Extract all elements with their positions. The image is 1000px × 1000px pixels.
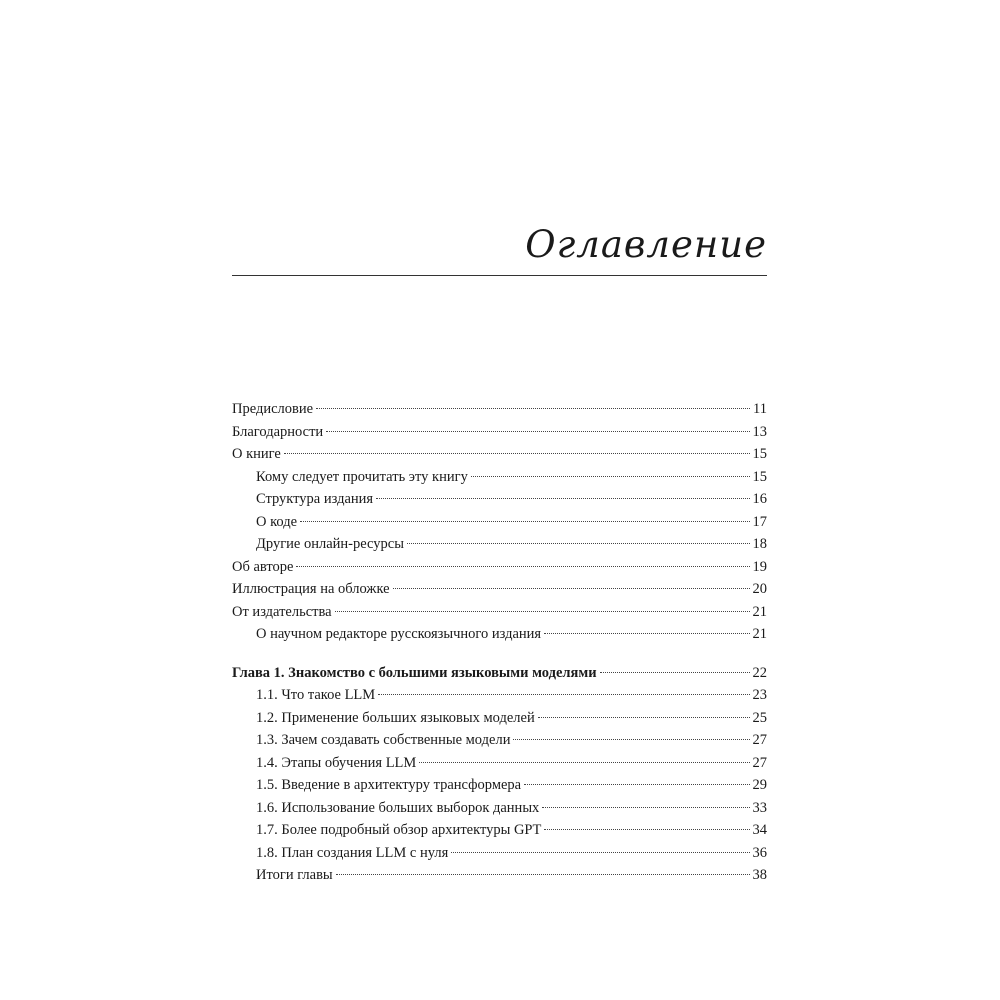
toc-entry-section-1-5[interactable] [232,774,767,797]
toc-entry-scientific-editor[interactable] [232,623,767,646]
dot-leader [284,453,750,454]
dot-leader [419,762,749,763]
toc-entry-page: 15 [752,446,767,462]
toc-entry-section-1-1[interactable] [232,684,767,707]
dot-leader [393,588,750,589]
toc-entry-section-1-6[interactable] [232,797,767,820]
toc-entry-page: 11 [753,401,767,417]
toc-entry-label: 1.6. Использование больших выборок данных [256,799,540,816]
dot-leader [542,807,749,808]
toc-entry-page: 34 [752,822,767,838]
toc-entry-online-resources[interactable] [232,533,767,556]
toc-entry-who-should-read[interactable] [232,466,767,489]
toc-entry-label: Об авторе [232,558,294,575]
toc-entry-structure[interactable] [232,488,767,511]
toc-entry-label: Структура издания [256,491,374,507]
toc-entry-page: 38 [752,867,767,883]
dot-leader [513,739,749,740]
toc-chapter-label: Глава 1. Знакомство с большими языковыми моделями [232,664,597,681]
table-of-contents [232,398,767,887]
toc-entry-label: 1.5. Введение в архитектуру трансформера [256,777,522,793]
dot-leader [326,431,749,432]
toc-entry-section-1-8[interactable] [232,842,767,865]
dot-leader [471,476,750,477]
toc-entry-page: 18 [752,536,767,552]
title-underline [232,275,767,276]
toc-entry-page: 33 [752,799,767,816]
dot-leader [316,408,750,409]
toc-entry-page: 17 [752,513,767,530]
toc-entry-label: Итоги главы [256,867,333,883]
toc-entry-about-code[interactable] [232,511,767,534]
toc-entry-section-1-3[interactable] [232,729,767,752]
toc-entry-chapter-1[interactable] [232,662,767,685]
toc-entry-label: 1.4. Этапы обучения LLM [256,754,417,771]
toc-entry-cover-illustration[interactable] [232,578,767,601]
toc-entry-label: Благодарности [232,423,324,440]
toc-entry-about-author[interactable] [232,556,767,579]
toc-entry-page: 27 [752,754,767,771]
dot-leader [376,498,749,499]
dot-leader [600,672,750,673]
toc-entry-page: 25 [752,709,767,726]
toc-entry-page: 13 [752,423,767,440]
dot-leader [538,717,750,718]
toc-entry-label: О научном редакторе русскоязычного издания [256,626,542,642]
toc-entry-page: 21 [752,626,767,642]
toc-entry-preface[interactable] [232,398,767,421]
toc-entry-page: 23 [752,687,767,703]
dot-leader [378,694,749,695]
toc-entry-section-1-7[interactable] [232,819,767,842]
toc-entry-page: 19 [752,558,767,575]
toc-entry-label: 1.7. Более подробный обзор архитектуры GPT [256,822,542,838]
dot-leader [296,566,749,567]
dot-leader [524,784,749,785]
toc-entry-page: 16 [752,491,767,507]
toc-entry-label: О коде [256,513,298,530]
toc-entry-page: 22 [752,664,767,681]
toc-entry-section-1-4[interactable] [232,752,767,775]
toc-entry-from-publisher[interactable] [232,601,767,624]
dot-leader [451,852,749,853]
toc-entry-page: 29 [752,777,767,793]
page-title: Оглавление [525,223,767,266]
toc-entry-page: 20 [752,581,767,597]
toc-entry-about-book[interactable] [232,443,767,466]
toc-entry-chapter-summary[interactable] [232,864,767,887]
toc-entry-page: 21 [752,603,767,620]
toc-entry-page: 15 [752,468,767,485]
toc-entry-label: 1.1. Что такое LLM [256,687,376,703]
toc-entry-acknowledgements[interactable] [232,421,767,444]
dot-leader [544,829,749,830]
dot-leader [335,611,750,612]
toc-entry-label: О книге [232,446,281,462]
toc-entry-label: Другие онлайн-ресурсы [256,536,404,552]
dot-leader [407,543,750,544]
toc-entry-label: 1.3. Зачем создавать собственные модели [256,732,511,748]
toc-entry-page: 27 [752,732,767,748]
toc-entry-label: От издательства [232,603,332,620]
toc-entry-label: 1.8. План создания LLM с нуля [256,844,449,861]
toc-entry-label: Предисловие [232,401,314,417]
dot-leader [300,521,749,522]
dot-leader [336,874,750,875]
toc-entry-label: Иллюстрация на обложке [232,581,390,597]
dot-leader [544,633,749,634]
toc-entry-page: 36 [752,844,767,861]
toc-entry-label: Кому следует прочитать эту книгу [256,468,468,485]
section-spacer [232,646,767,662]
toc-entry-section-1-2[interactable] [232,707,767,730]
toc-entry-label: 1.2. Применение больших языковых моделей [256,709,535,726]
